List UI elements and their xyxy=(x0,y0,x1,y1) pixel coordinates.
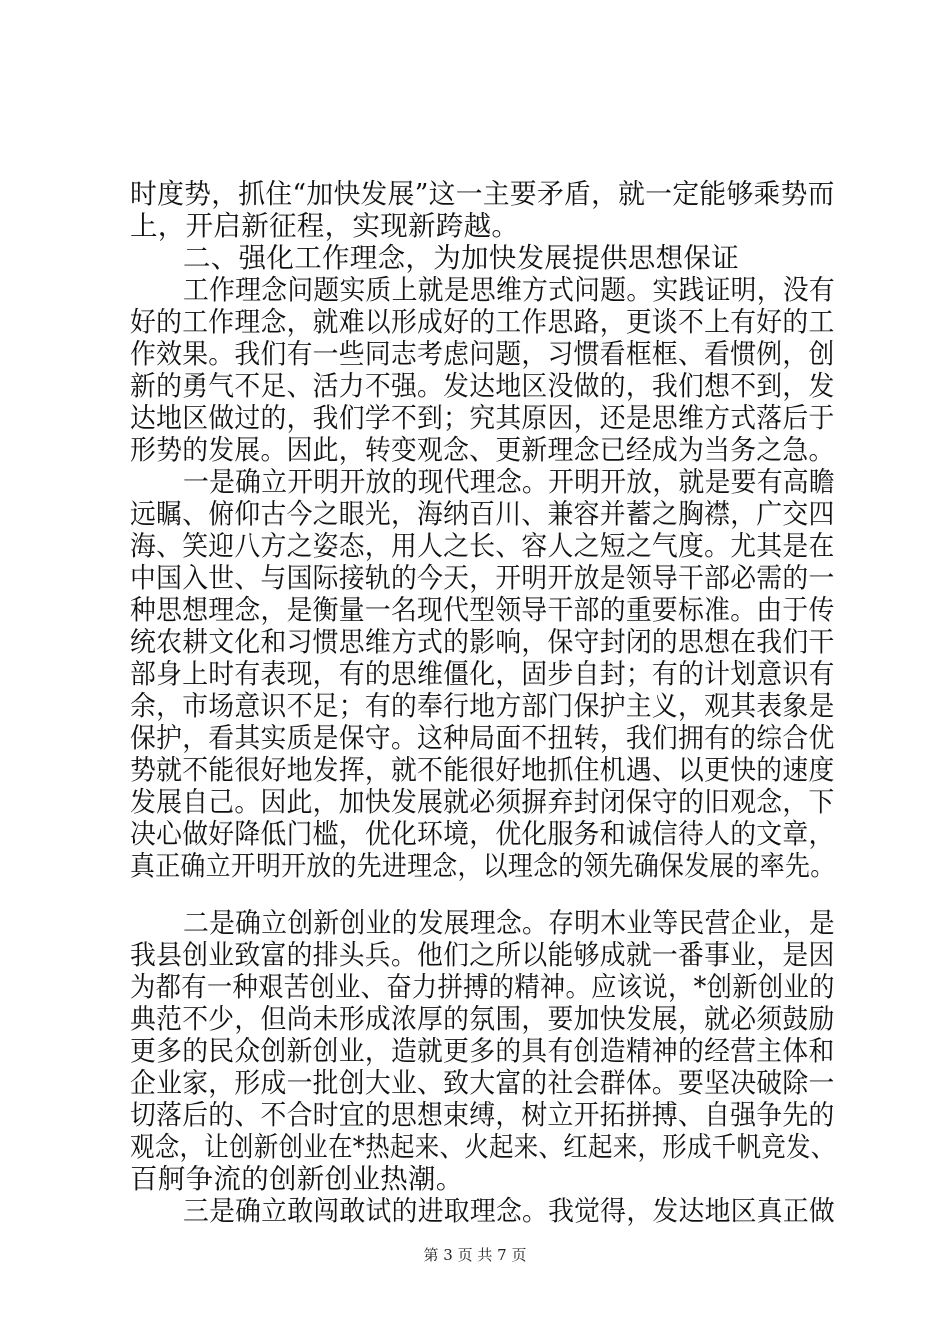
paragraph-line: 海、笑迎八方之姿态，用人之长、容人之短之气度。尤其是在 xyxy=(130,530,835,562)
paragraph-line: 企业家，形成一批创大业、致大富的社会群体。要坚决破除一 xyxy=(130,1067,835,1099)
paragraph-line: 典范不少，但尚未形成浓厚的氛围，要加快发展，就必须鼓励 xyxy=(130,1003,835,1035)
paragraph-line: 保护，看其实质是保守。这种局面不扭转，我们拥有的综合优 xyxy=(130,722,835,754)
paragraph-line: 形势的发展。因此，转变观念、更新理念已经成为当务之急。 xyxy=(130,434,835,466)
paragraph-line: 工作理念问题实质上就是思维方式问题。实践证明，没有 xyxy=(183,274,835,306)
paragraph-line: 部身上时有表现，有的思维僵化，固步自封；有的计划意识有 xyxy=(130,658,835,690)
paragraph-line: 百舸争流的创新创业热潮。 xyxy=(130,1163,464,1195)
paragraph-line: 我县创业致富的排头兵。他们之所以能够成就一番事业，是因 xyxy=(130,939,835,971)
paragraph-line: 二是确立创新创业的发展理念。存明木业等民营企业，是 xyxy=(183,907,835,939)
paragraph-line: 三是确立敢闯敢试的进取理念。我觉得，发达地区真正做 xyxy=(183,1195,835,1227)
paragraph-line: 真正确立开明开放的先进理念，以理念的领先确保发展的率先。 xyxy=(130,850,836,882)
paragraph-line: 观念，让创新创业在*热起来、火起来、红起来，形成千帆竞发、 xyxy=(130,1131,836,1163)
paragraph-line: 新的勇气不足、活力不强。发达地区没做的，我们想不到，发 xyxy=(130,370,835,402)
paragraph-line: 上，开启新征程，实现新跨越。 xyxy=(130,210,520,242)
paragraph-line: 达地区做过的，我们学不到；究其原因，还是思维方式落后于 xyxy=(130,402,835,434)
paragraph-line: 切落后的、不合时宜的思想束缚，树立开拓拼搏、自强争先的 xyxy=(130,1099,835,1131)
paragraph-line: 发展自己。因此，加快发展就必须摒弃封闭保守的旧观念，下 xyxy=(130,786,835,818)
paragraph-line: 中国入世、与国际接轨的今天，开明开放是领导干部必需的一 xyxy=(130,562,835,594)
section-heading: 二、强化工作理念，为加快发展提供思想保证 xyxy=(183,242,739,274)
paragraph-line: 为都有一种艰苦创业、奋力拼搏的精神。应该说，*创新创业的 xyxy=(130,971,835,1003)
paragraph-line: 好的工作理念，就难以形成好的工作思路，更谈不上有好的工 xyxy=(130,306,835,338)
paragraph-line: 决心做好降低门槛，优化环境，优化服务和诚信待人的文章， xyxy=(130,818,835,850)
paragraph-line: 更多的民众创新创业，造就更多的具有创造精神的经营主体和 xyxy=(130,1035,835,1067)
paragraph-line: 一是确立开明开放的现代理念。开明开放，就是要有高瞻 xyxy=(183,466,835,498)
paragraph-line: 作效果。我们有一些同志考虑问题，习惯看框框、看惯例，创 xyxy=(130,338,835,370)
paragraph-line: 势就不能很好地发挥，就不能很好地抓住机遇、以更快的速度 xyxy=(130,754,835,786)
page-number-footer: 第 3 页 共 7 页 xyxy=(423,1246,527,1264)
paragraph-line: 远瞩、俯仰古今之眼光，海纳百川、兼容并蓄之胸襟，广交四 xyxy=(130,498,835,530)
paragraph-line: 种思想理念，是衡量一名现代型领导干部的重要标准。由于传 xyxy=(130,594,835,626)
paragraph-line: 统农耕文化和习惯思维方式的影响，保守封闭的思想在我们干 xyxy=(130,626,835,658)
paragraph-line: 余，市场意识不足；有的奉行地方部门保护主义，观其表象是 xyxy=(130,690,835,722)
paragraph-line: 时度势，抓住“加快发展”这一主要矛盾，就一定能够乘势而 xyxy=(130,178,835,210)
